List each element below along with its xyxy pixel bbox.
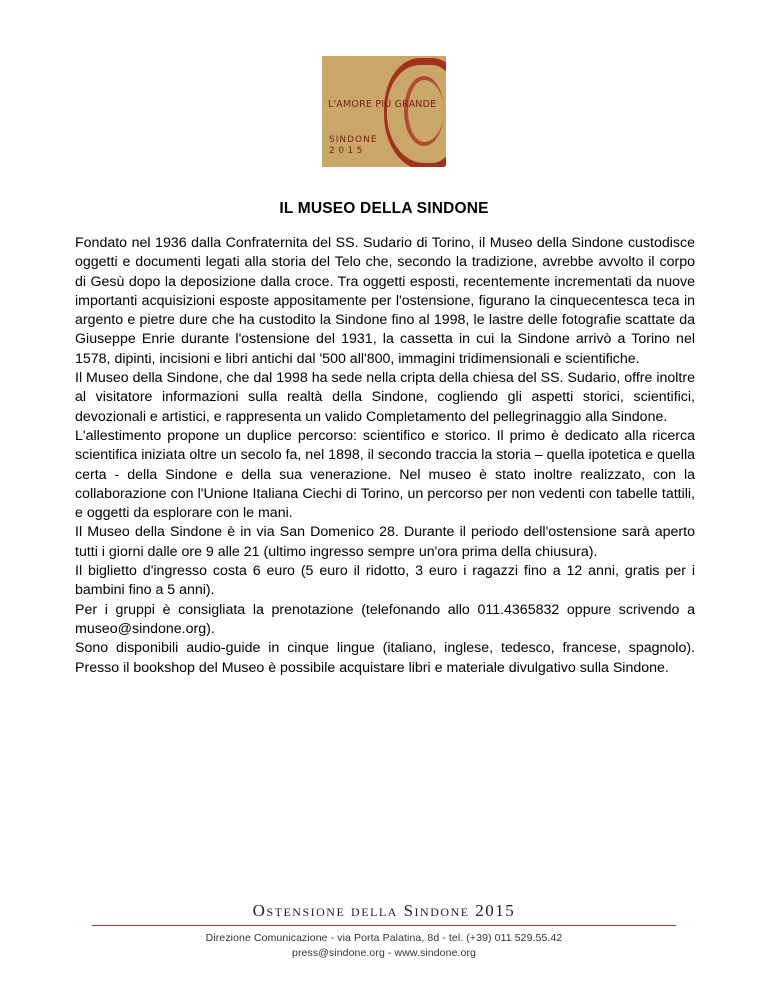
document-body [75, 234, 695, 678]
logo-text-year: 2015 [329, 146, 366, 156]
paragraph: L'allestimento propone un duplice percorso: scientifico e storico. Il primo è dedicato alla ricerca scientifica iniziata oltre un secolo fa, nel 1898, il secondo traccia la storia – quella ipotetica e quella certa - della Sindone e della sua venerazione. Nel museo è stato inoltre realizzato, con la collaborazione con l'Unione Italiana Ciechi di Torino, un percorso per non vedenti con tabelle tattili, e oggetti da esplorare con le mani. [75, 427, 695, 522]
paragraph: Fondato nel 1936 dalla Confraternita del SS. Sudario di Torino, il Museo della Sindone custodisce oggetti e documenti legati alla storia del Telo che, secondo la tradizione, avrebbe avvolto il corpo di Gesù dopo la deposizione dalla croce. Tra oggetti esposti, recentemente incrementati da nuove importanti acquisizioni esposte appositamente per l'ostensione, figurano la cinquecentesca teca in argento e pietre dure che ha custodito la Sindone fino al 1998, le lastre delle fotografie scattate da Giuseppe Enrie durante l'ostensione del 1931, la cassetta in cui la Sindone arrivò a Torino nel 1578, dipinti, incisioni e libri antichi dal '500 all'800, immagini tridimensionali e scientifiche. [75, 235, 695, 367]
page-title: IL MUSEO DELLA SINDONE [279, 200, 489, 217]
exhibition-logo [322, 56, 446, 167]
logo-face-detail [404, 76, 444, 146]
paragraph: Sono disponibili audio-guide in cinque lingue (italiano, inglese, tedesco, francese, spagnolo). Presso il bookshop del Museo è possibile acquistare libri e materiale divulgativo sulla Sindone. [75, 640, 695, 676]
footer-contact-address: Direzione Comunicazione - via Porta Palatina, 8d - tel. (+39) 011 529.55.42 [205, 932, 563, 944]
logo-text-sindone: SINDONE [329, 135, 378, 145]
footer-contact-web: press@sindone.org - www.sindone.org [292, 947, 476, 959]
footer-title: Ostensione della Sindone 2015 [252, 901, 516, 920]
paragraph: Il biglietto d'ingresso costa 6 euro (5 euro il ridotto, 3 euro i ragazzi fino a 12 anni, gratis per i bambini fino a 5 anni). [75, 563, 695, 599]
footer-divider [92, 925, 676, 926]
paragraph: Per i gruppi è consigliata la prenotazione (telefonando allo 011.4365832 oppure scrivendo a museo@sindone.org). [75, 601, 695, 637]
paragraph: Il Museo della Sindone, che dal 1998 ha sede nella cripta della chiesa del SS. Sudario, offre inoltre al visitatore informazioni sulla realtà della Sindone, cogliendo gli aspetti storici, scientifici, devozionali e artistici, e rappresenta un valido Completamento del pellegrinaggio alla Sindone. [75, 370, 695, 425]
logo-text-tagline: L'AMORE PIÙ GRANDE [328, 99, 437, 110]
paragraph: Il Museo della Sindone è in via San Domenico 28. Durante il periodo dell'ostensione sarà aperto tutti i giorni dalle ore 9 alle 21 (ultimo ingresso sempre un'ora prima della chiusura). [75, 524, 695, 560]
